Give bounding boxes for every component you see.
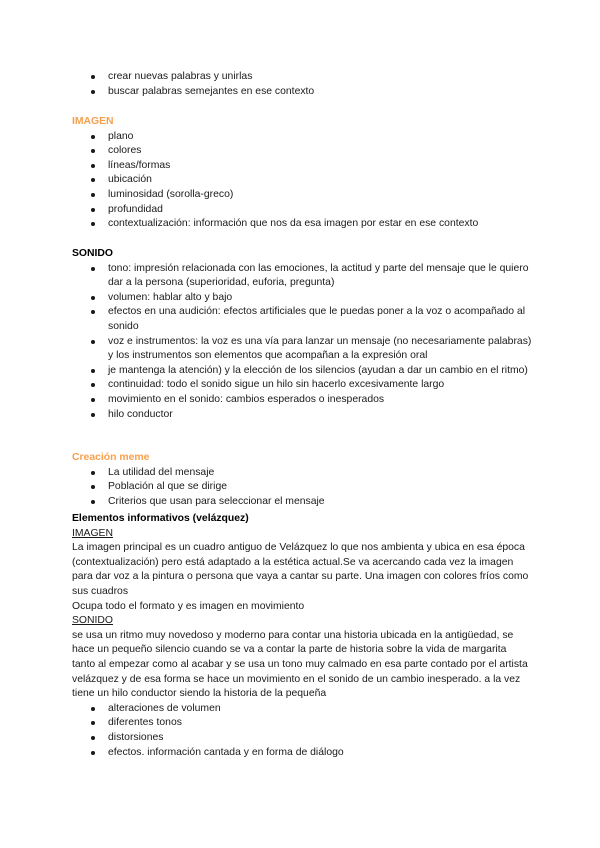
imagen-heading: IMAGEN — [72, 116, 114, 127]
list-item: voz e instrumentos: la voz es una vía para lanzar un mensaje (no necesariamente palabras) y los instrumentos son elementos que acompañan a la expresión oral — [72, 335, 532, 364]
top-bullet-list — [72, 70, 532, 99]
list-item: luminosidad (sorolla-greco) — [72, 188, 532, 203]
imagen-list — [72, 130, 532, 232]
elementos-section — [72, 512, 532, 760]
imagen-section — [72, 115, 532, 232]
elementos-sonido-list — [72, 702, 532, 760]
list-item: movimiento en el sonido: cambios esperados o inesperados — [72, 393, 532, 408]
elementos-imagen-label: IMAGEN — [72, 527, 113, 539]
list-item: diferentes tonos — [72, 716, 532, 731]
list-item: ubicación — [72, 173, 532, 188]
list-item: contextualización: información que nos da esa imagen por estar en ese contexto — [72, 217, 532, 232]
list-item: líneas/formas — [72, 159, 532, 174]
list-item: efectos. información cantada y en forma de diálogo — [72, 746, 532, 761]
elementos-imagen-paragraph: La imagen principal es un cuadro antiguo de Velázquez lo que nos ambienta y ubica en esa época (contextualización) pero está adaptado a la estética actual.Se va acercando cada vez la imagen para dar voz a la pintura o persona que vaya a cantar su parte. Una imagen con colores fríos como sus cuadros — [72, 542, 529, 597]
elementos-imagen-paragraph-2: Ocupa todo el formato y es imagen en movimiento — [72, 600, 305, 612]
list-item: plano — [72, 130, 532, 145]
sonido-section — [72, 247, 532, 422]
list-item: efectos en una audición: efectos artificiales que le puedas poner a la voz o acompañado al sonido — [72, 305, 532, 334]
sonido-heading: SONIDO — [72, 248, 113, 259]
list-item: profundidad — [72, 203, 532, 218]
list-item: Población al que se dirige — [72, 480, 532, 495]
list-item: continuidad: todo el sonido sigue un hilo sin hacerlo excesivamente largo — [72, 378, 532, 393]
list-item: colores — [72, 144, 532, 159]
meme-section — [72, 451, 532, 509]
elementos-sonido-paragraph: se usa un ritmo muy novedoso y moderno para contar una historia ubicada en la antigüedad, se hace un pequeño silencio cuando se va a contar la parte de historia sobre la vida de margarita tanto al empezar como al acabar y se usa un tono muy calmado en esa parte contado por el artista velázquez y de esa forma se hace un movimiento en el sonido de un cambio inesperado. a la vez tiene un hilo conductor siendo la historia de la pequeña — [72, 629, 528, 700]
list-item: je mantenga la atención) y la elección de los silencios (ayudan a dar un cambio en el ritmo) — [72, 364, 532, 379]
elementos-sonido-label: SONIDO — [72, 615, 113, 627]
elementos-heading: Elementos informativos (velázquez) — [72, 513, 249, 524]
meme-heading: Creación meme — [72, 452, 150, 463]
sonido-list — [72, 262, 532, 423]
list-item: distorsiones — [72, 731, 532, 746]
list-item: tono: impresión relacionada con las emociones, la actitud y parte del mensaje que le quiero dar a la persona (superioridad, euforia, pregunta) — [72, 262, 532, 291]
list-item: Criterios que usan para seleccionar el mensaje — [72, 495, 532, 510]
list-item: crear nuevas palabras y unirlas — [72, 70, 532, 85]
list-item: alteraciones de volumen — [72, 702, 532, 717]
list-item: hilo conductor — [72, 408, 532, 423]
list-item: La utilidad del mensaje — [72, 466, 532, 481]
meme-list — [72, 466, 532, 510]
list-item: volumen: hablar alto y bajo — [72, 291, 532, 306]
list-item: buscar palabras semejantes en ese contexto — [72, 85, 532, 100]
